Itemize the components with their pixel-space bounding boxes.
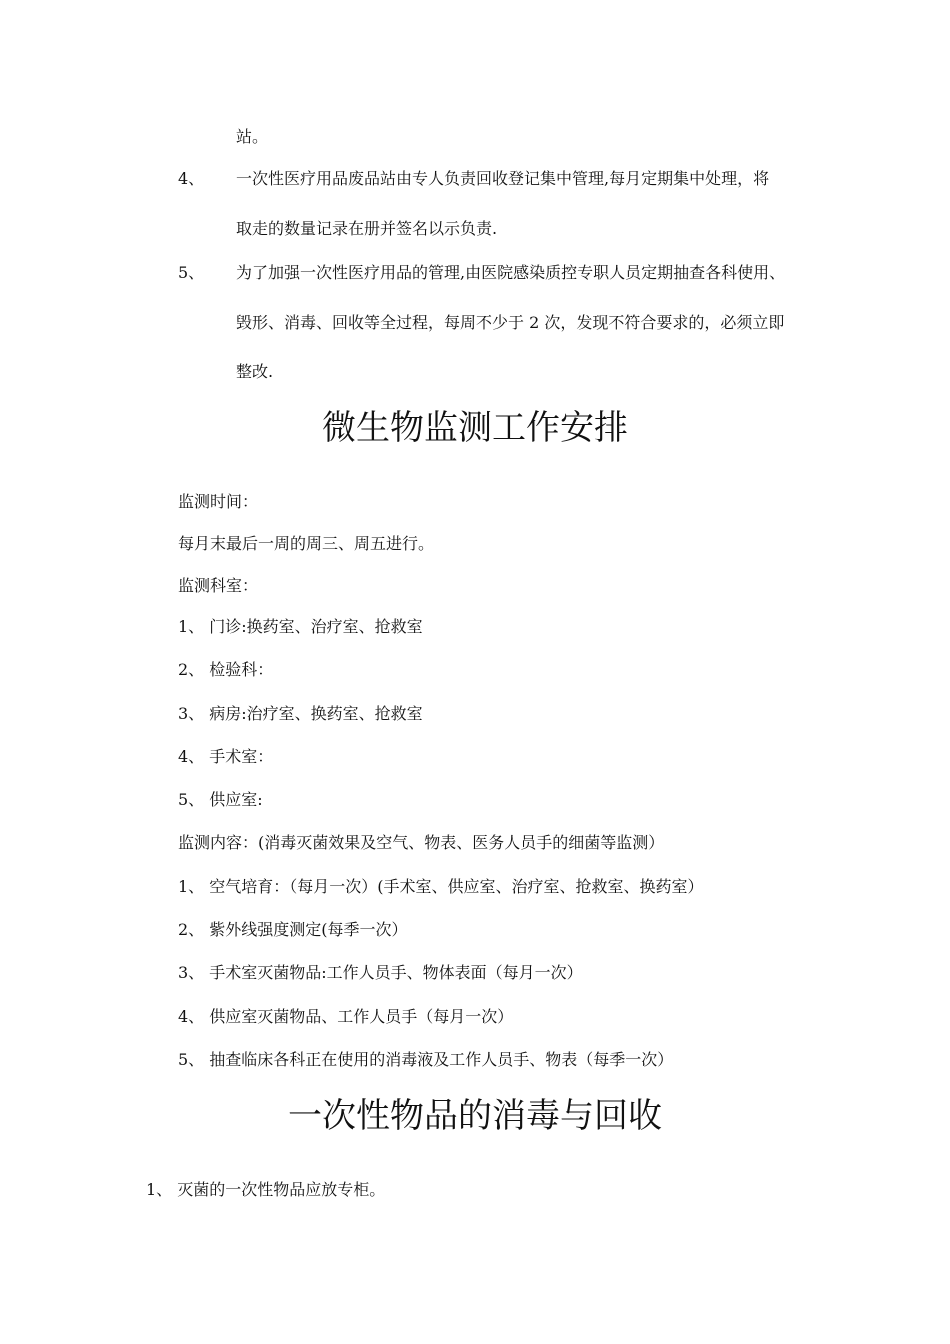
dept-list-item: 1、 门诊:换药室、治疗室、抢救室 [178,617,423,636]
content-list-item: 1、 空气培育：（每月一次）(手术室、供应室、治疗室、抢救室、换药室） [178,877,704,896]
list-item-text: 为了加强一次性医疗用品的管理,由医院感染质控专职人员定期抽查各科使用、 [236,263,786,282]
monitor-content-label: 监测内容：(消毒灭菌效果及空气、物表、医务人员手的细菌等监测） [178,833,665,852]
monitor-time-value: 每月末最后一周的周三、周五进行。 [178,534,435,553]
content-list-item: 3、 手术室灭菌物品:工作人员手、物体表面（每月一次） [178,963,583,982]
list-item-text: 毁形、消毒、回收等全过程，每周不少于 2 次，发现不符合要求的，必须立即 [236,313,785,332]
list-item-number: 5、 [178,263,205,282]
content-list-item: 5、 抽查临床各科正在使用的消毒液及工作人员手、物表（每季一次） [178,1050,674,1069]
dept-list-item: 5、 供应室: [178,790,263,809]
monitor-dept-label: 监测科室： [178,576,259,595]
section-heading: 一次性物品的消毒与回收 [288,1096,662,1136]
dept-list-item: 2、 检验科： [178,660,274,679]
dept-list-item: 4、 手术室： [178,747,274,766]
list-item-text: 一次性医疗用品废品站由专人负责回收登记集中管理,每月定期集中处理，将 [236,169,770,188]
list-item-number: 4、 [178,169,205,188]
list-item-text: 整改. [236,362,274,381]
content-list-item: 2、 紫外线强度测定(每季一次） [178,920,408,939]
content-list-item: 4、 供应室灭菌物品、工作人员手（每月一次） [178,1007,514,1026]
list-item-text: 取走的数量记录在册并签名以示负责. [236,219,498,238]
monitor-time-label: 监测时间： [178,492,259,511]
dept-list-item: 3、 病房:治疗室、换药室、抢救室 [178,704,423,723]
list-continuation-text: 站。 [236,127,269,146]
section-heading: 微生物监测工作安排 [322,408,628,448]
list-item-text: 1、 灭菌的一次性物品应放专柜。 [146,1180,386,1199]
